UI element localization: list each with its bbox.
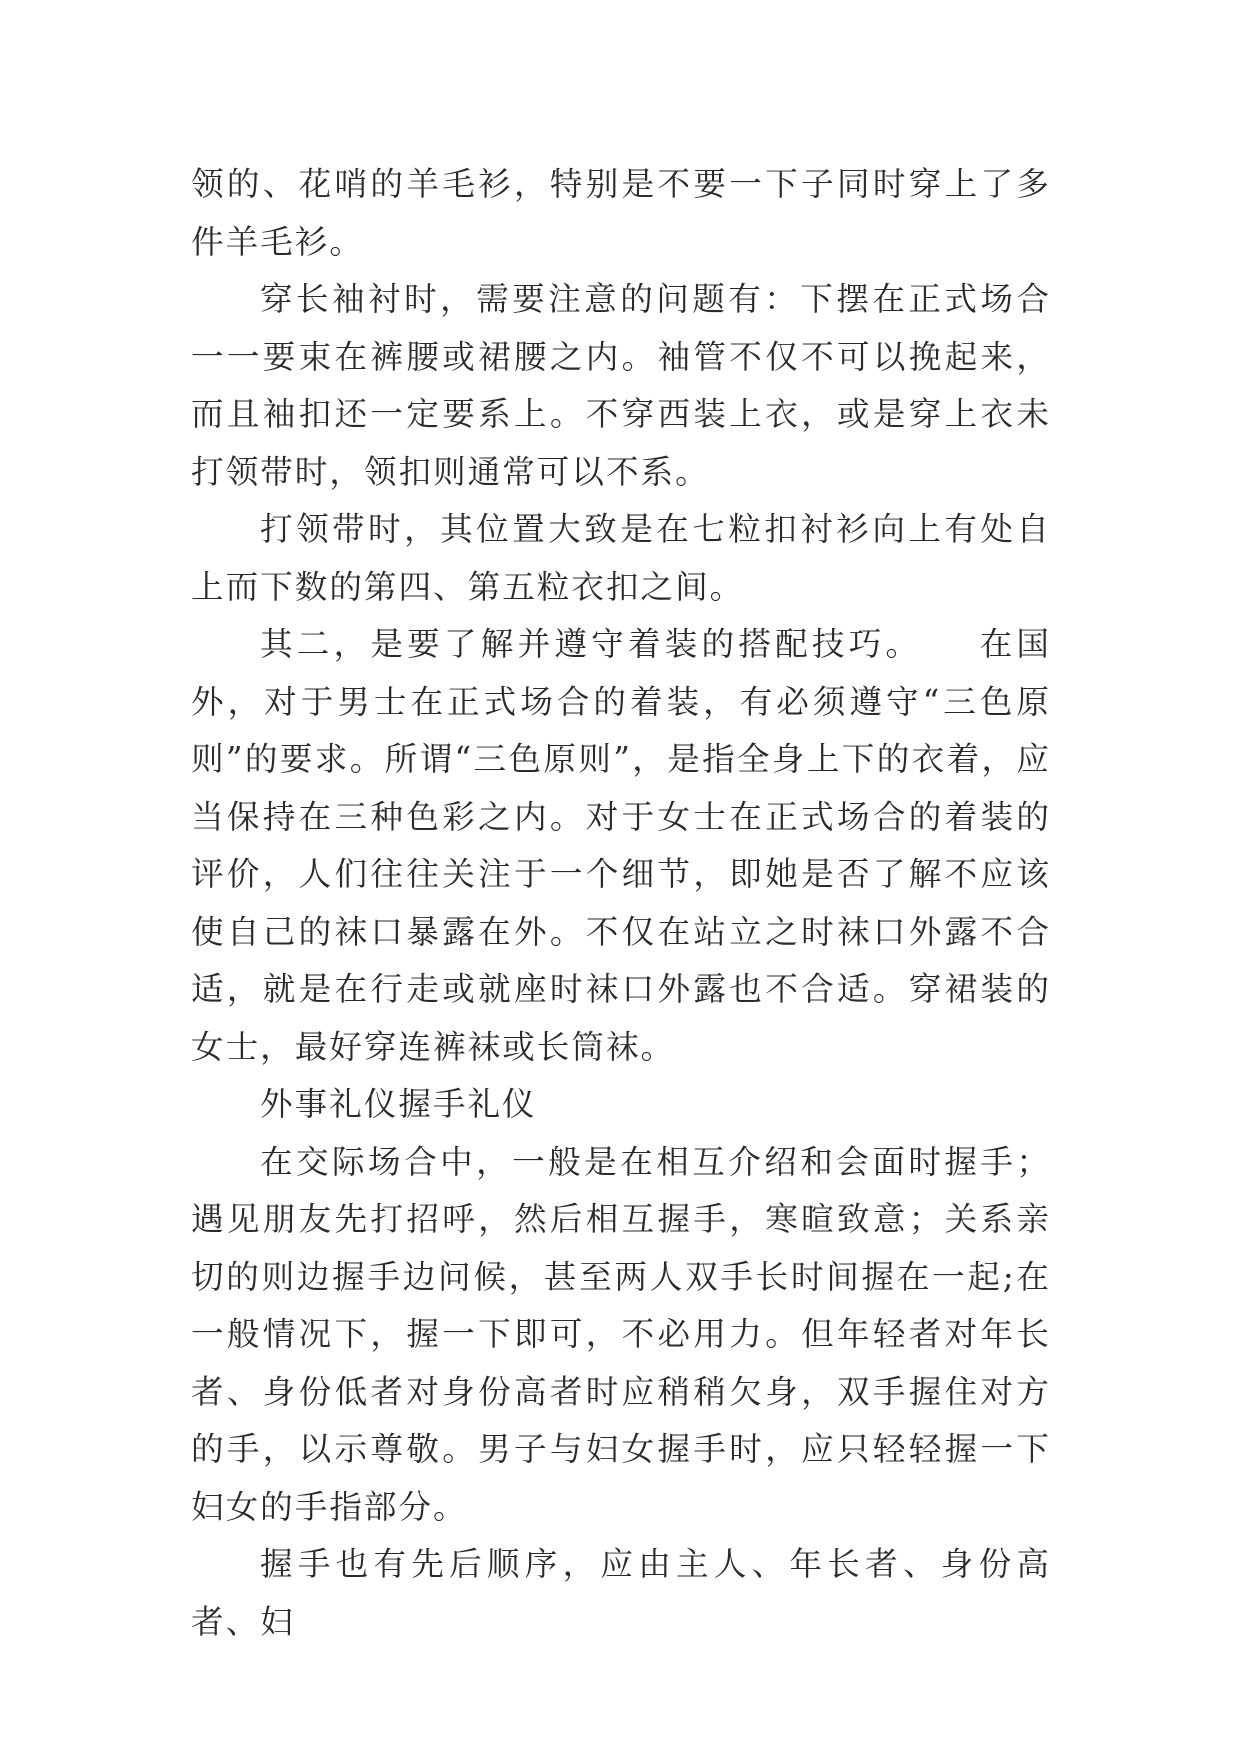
paragraph-1: 领的、花哨的羊毛衫，特别是不要一下子同时穿上了多件羊毛衫。 (191, 165, 1051, 261)
paragraph-6: 握手也有先后顺序，应由主人、年长者、身份高者、妇 (191, 1545, 1051, 1641)
body-text (191, 156, 1051, 1651)
paragraph-2: 穿长袖衬时，需要注意的问题有：下摆在正式场合一一要束在裤腰或裙腰之内。袖管不仅不可以挽起来，而且袖扣还一定要系上。不穿西装上衣，或是穿上衣未打领带时，领扣则通常可以不系。 (191, 280, 1051, 491)
paragraph-4: 其二，是要了解并遵守着装的搭配技巧。 在国外，对于男士在正式场合的着装，有必须遵守“三色原则”的要求。所谓“三色原则”，是指全身上下的衣着，应当保持在三种色彩之内。对于女士在正式场合的着装的评价，人们往往关注于一个细节，即她是否了解不应该使自己的袜口暴露在外。不仅在站立之时袜口外露不合适，就是在行走或就座时袜口外露也不合适。穿裙装的女士，最好穿连裤袜或长筒袜。 (191, 625, 1051, 1066)
section-heading: 外事礼仪握手礼仪 (260, 1085, 537, 1123)
paragraph-5: 在交际场合中，一般是在相互介绍和会面时握手；遇见朋友先打招呼，然后相互握手，寒暄致意；关系亲切的则边握手边问候，甚至两人双手长时间握在一起;在一般情况下，握一下即可，不必用力。但年轻者对年长者、身份低者对身份高者时应稍稍欠身，双手握住对方的手，以示尊敬。男子与妇女握手时，应只轻轻握一下妇女的手指部分。 (191, 1142, 1051, 1526)
paragraph-3: 打领带时，其位置大致是在七粒扣衬衫向上有处自上而下数的第四、第五粒衣扣之间。 (191, 510, 1051, 606)
